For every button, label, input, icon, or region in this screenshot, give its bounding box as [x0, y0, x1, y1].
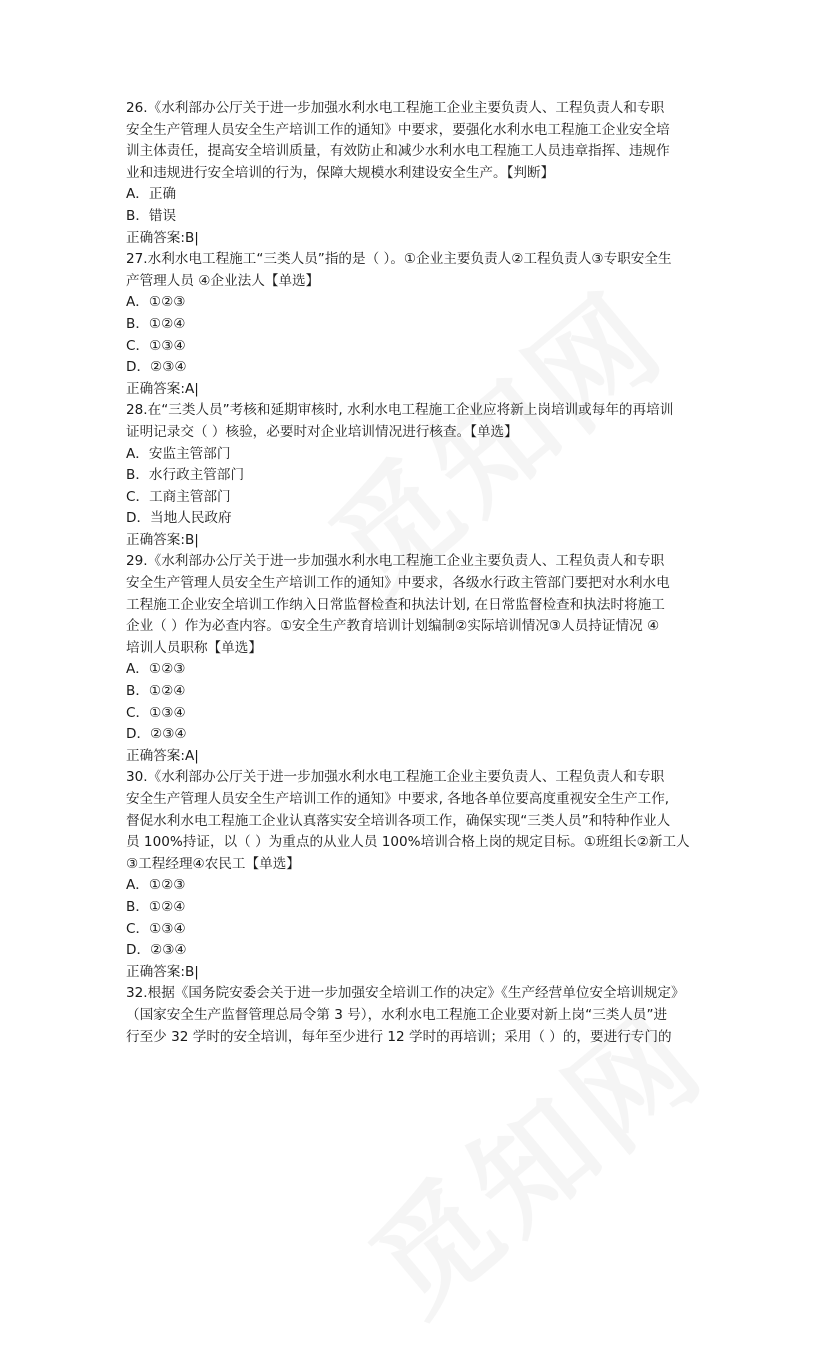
answer: 正确答案:A|: [126, 380, 199, 397]
option: A．①②③: [126, 294, 186, 311]
question-text-line: 企业（ ）作为必查内容。①安全生产教育培训计划编制②实际培训情况③人员持证情况 ④: [126, 618, 660, 635]
question-list: [126, 98, 716, 1048]
option: C．工商主管部门: [126, 488, 231, 505]
option: B．①②④: [126, 315, 186, 332]
option: A．①②③: [126, 661, 186, 678]
question-27: [126, 249, 716, 400]
question-29: [126, 551, 716, 767]
question-text-line: 训主体责任，提高安全培训质量，有效防止和减少水利水电工程施工人员违章指挥、违规作: [126, 143, 670, 160]
question-text-line: 29.《水利部办公厅关于进一步加强水利水电工程施工企业主要负责人、工程负责人和专职: [126, 553, 665, 570]
question-text-line: 业和违规进行安全培训的行为，保障大规模水利建设安全生产。【判断】: [126, 164, 555, 181]
question-text-line: （国家安全生产监督管理总局令第 3 号），水利水电工程施工企业要对新上岗“三类人员”进: [126, 1006, 668, 1023]
question-text-line: 行至少 32 学时的安全培训，每年至少进行 12 学时的再培训；采用（ ）的，要进行专门的: [126, 1028, 672, 1045]
question-text-line: 工程施工企业安全培训工作纳入日常监督检查和执法计划, 在日常监督检查和执法时将施工: [126, 596, 665, 613]
option: D．②③④: [126, 359, 187, 376]
question-30: [126, 767, 716, 983]
question-text-line: 安全生产管理人员安全生产培训工作的通知》中要求，要强化水利水电工程施工企业安全培: [126, 121, 670, 138]
question-text-line: ③工程经理④农民工【单选】: [126, 855, 300, 872]
answer: 正确答案:B|: [126, 531, 199, 548]
answer: 正确答案:B|: [126, 963, 199, 980]
option: D．当地人民政府: [126, 510, 232, 527]
option: B．错误: [126, 207, 177, 224]
question-text-line: 员 100%持证，以（ ）为重点的从业人员 100%培训合格上岗的规定目标。①班组长②新工人: [126, 834, 690, 851]
question-text-line: 26.《水利部办公厅关于进一步加强水利水电工程施工企业主要负责人、工程负责人和专职: [126, 100, 665, 116]
option: D．②③④: [126, 942, 187, 959]
option: C．①③④: [126, 920, 186, 937]
option: A．①②③: [126, 877, 186, 894]
option: A．正确: [126, 186, 177, 203]
answer: 正确答案:B|: [126, 229, 199, 246]
question-text-line: 产管理人员 ④企业法人【单选】: [126, 272, 320, 289]
question-text-line: 28.在“三类人员”考核和延期审核时, 水利水电工程施工企业应将新上岗培训或每年的再培训: [126, 402, 674, 419]
option: C．①③④: [126, 704, 186, 721]
question-28: [126, 400, 716, 551]
question-26: [126, 98, 716, 249]
option: D．②③④: [126, 726, 187, 743]
option: A．安监主管部门: [126, 445, 231, 462]
option: B．①②④: [126, 898, 186, 915]
question-text-line: 27.水利水电工程施工“三类人员”指的是（ ）。①企业主要负责人②工程负责人③专职安全生: [126, 251, 672, 268]
question-text-line: 督促水利水电工程施工企业认真落实安全培训各项工作，确保实现“三类人员”和特种作业人: [126, 812, 671, 829]
option: B．①②④: [126, 683, 186, 700]
question-text-line: 安全生产管理人员安全生产培训工作的通知》中要求，各级水行政主管部门要把对水利水电: [126, 575, 670, 592]
question-text-line: 30.《水利部办公厅关于进一步加强水利水电工程施工企业主要负责人、工程负责人和专职: [126, 769, 665, 786]
option: B．水行政主管部门: [126, 467, 245, 484]
question-text-line: 32.根据《国务院安委会关于进一步加强安全培训工作的决定》《生产经营单位安全培训规定》: [126, 985, 685, 1002]
answer: 正确答案:A|: [126, 747, 199, 764]
question-text-line: 培训人员职称【单选】: [126, 639, 262, 656]
question-text-line: 安全生产管理人员安全生产培训工作的通知》中要求, 各地各单位要高度重视安全生产工作,: [126, 791, 670, 807]
question-32: [126, 983, 716, 1048]
option: C．①③④: [126, 337, 186, 354]
question-text-line: 证明记录交（ ）核验，必要时对企业培训情况进行核查。【单选】: [126, 423, 518, 440]
